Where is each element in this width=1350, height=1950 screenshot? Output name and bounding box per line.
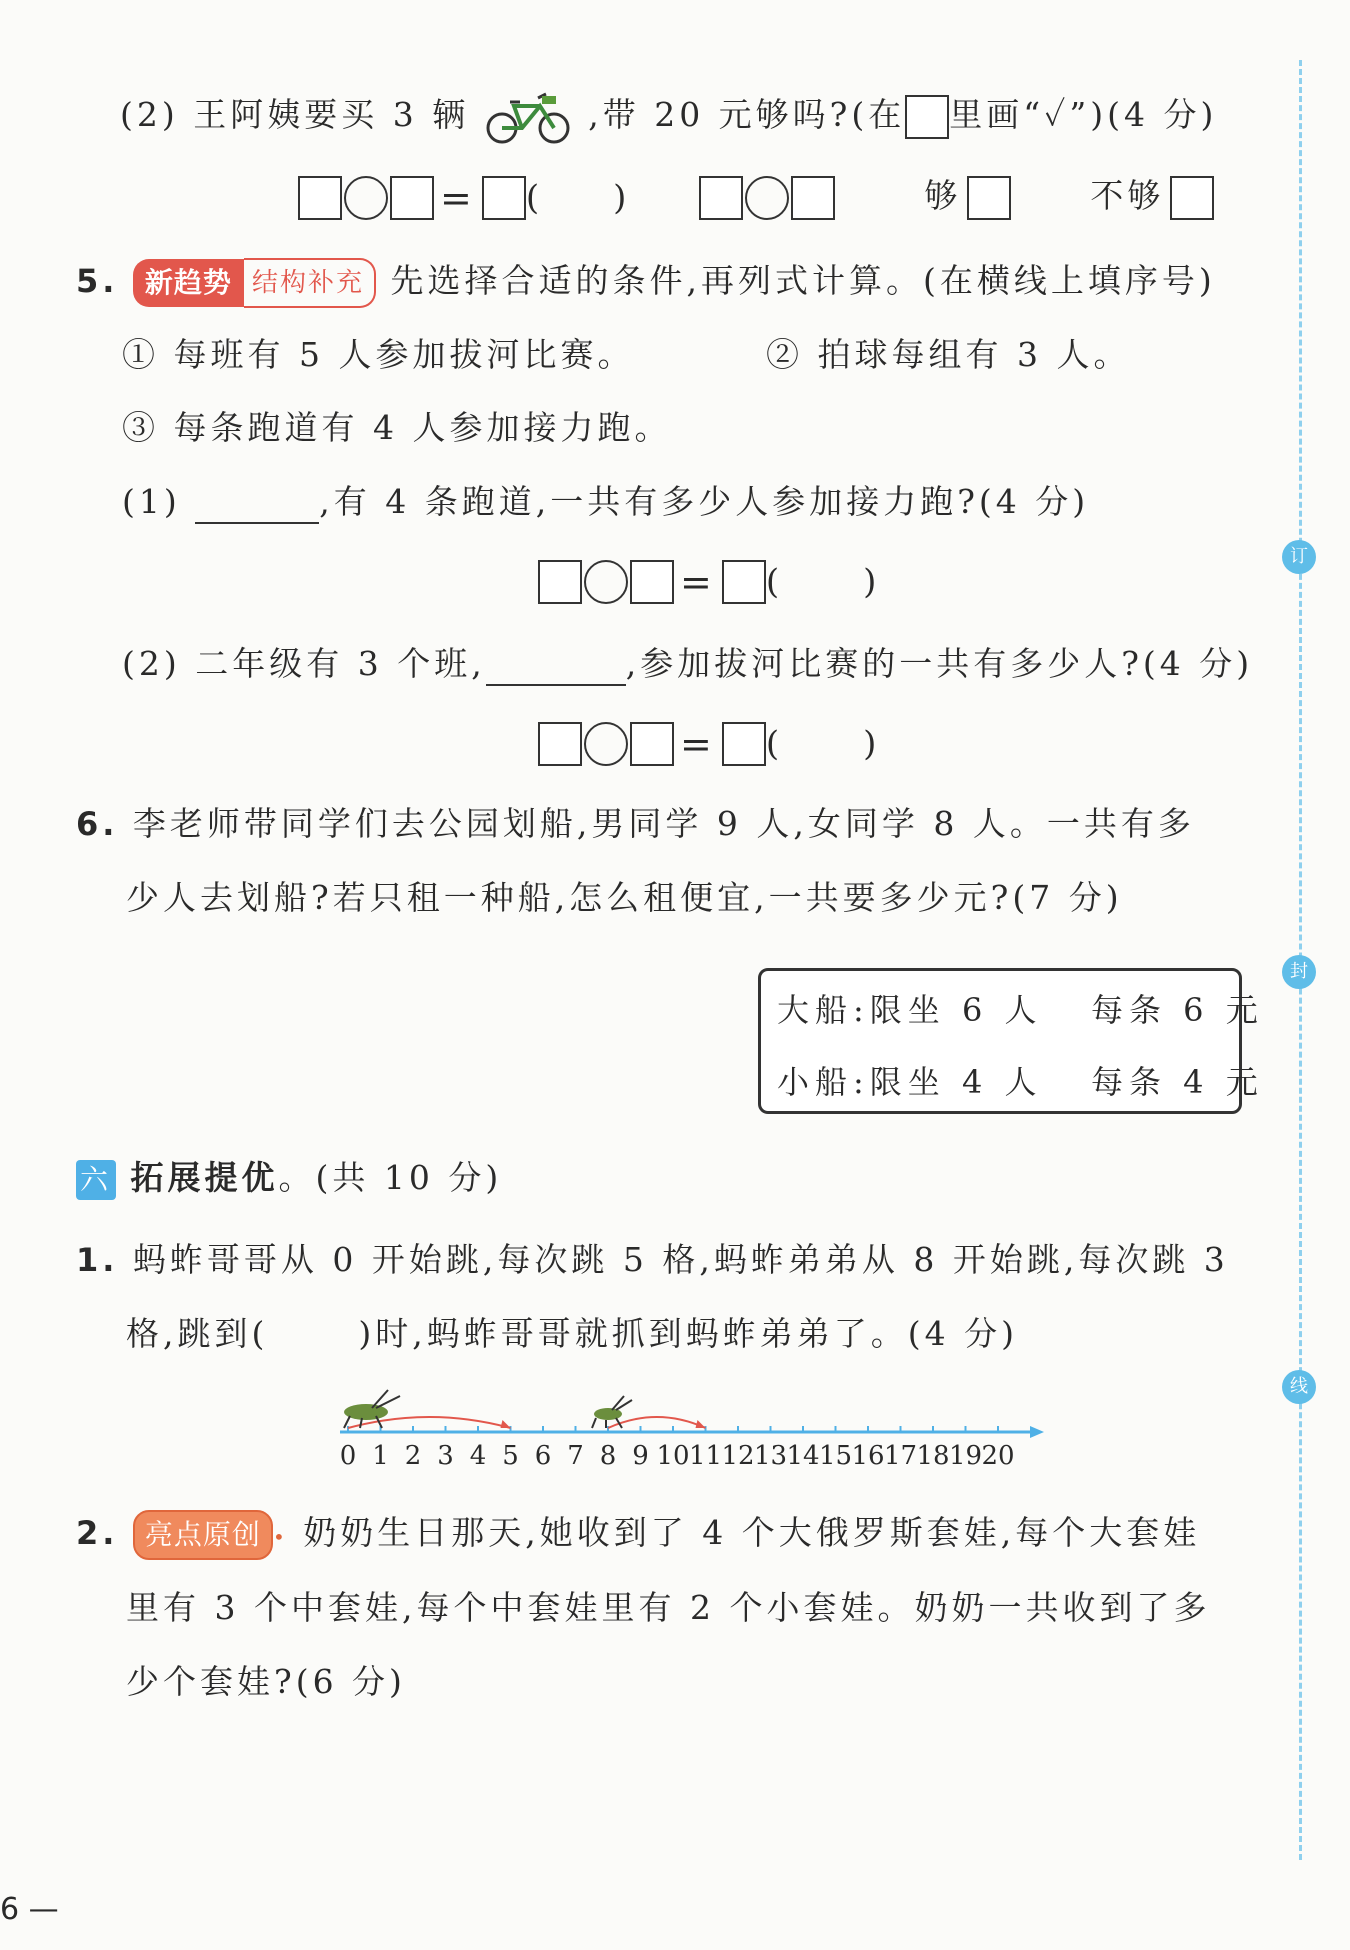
q5-sub1-equation [538,558,880,604]
q5-sub2-equation [538,720,880,766]
original-tag: 亮点原创 [133,1510,273,1560]
q4-2-suffix-a: ,带 20 元够吗?(在 [588,95,906,134]
s6q2-text-1: 奶奶生日那天,她收到了 4 个大俄罗斯套娃,每个大套娃 [303,1513,1201,1552]
unit-paren-close: ) [863,562,881,602]
boat-price-box [758,968,1264,1114]
tick-label: 4 [469,1441,487,1471]
q6-line1 [76,802,1195,846]
binding-badge: 封 [1282,955,1316,989]
sub2-fill-blank[interactable] [486,648,626,686]
s6q1-text-2a: 格,跳到( [126,1314,269,1353]
s6q2-text-2: 里有 3 个中套娃,每个中套娃里有 2 个小套娃。奶奶一共收到了多 [126,1588,1211,1627]
s6q1-line1 [76,1238,1229,1282]
unit-paren-open: ( [765,724,784,764]
q4-2-prefix: (2) 王阿姨要买 3 辆 [120,95,470,134]
sub1-text: ,有 4 条跑道,一共有多少人参加接力跑?(4 分) [319,482,1090,521]
equation-box[interactable] [298,176,342,220]
small-jump-arc [608,1417,706,1428]
s6q1-text-1: 蚂蚱哥哥从 0 开始跳,每次跳 5 格,蚂蚱弟弟从 8 开始跳,每次跳 3 [132,1240,1229,1279]
operator-circle[interactable] [344,176,388,220]
tick-label: 15 [818,1441,853,1471]
check-box-legend [905,95,949,139]
tick-label: 20 [981,1441,1015,1471]
not-enough-checkbox[interactable] [1170,176,1214,220]
tick-label: 10 [656,1441,690,1471]
grasshopper-small-icon [592,1396,632,1428]
tick-label: 17 [883,1441,918,1471]
not-enough-label: 不够 [1090,176,1165,215]
jump-arrowhead [501,1420,511,1428]
section-score: 。(共 10 分) [278,1158,503,1197]
q5-prompt: 先选择合适的条件,再列式计算。(在横线上填序号) [390,261,1216,300]
tick-label: 3 [437,1441,454,1471]
s6q1-line2 [126,1312,1018,1356]
equation-box[interactable] [630,722,674,766]
tick-label: 12 [721,1441,755,1471]
equals-sign: = [440,176,476,220]
tick-label: 6 [534,1441,552,1471]
q5-sub1 [122,480,1089,524]
equation-box[interactable] [538,722,582,766]
tick-label: 2 [404,1441,422,1471]
trend-tag: 新趋势 [133,259,244,307]
unit-paren-open: ( [765,562,784,602]
tick-label: 18 [916,1441,950,1471]
structure-tag: 结构补充 [244,258,376,308]
tick-label: 11 [688,1441,723,1471]
sub1-label: (1) [122,482,181,521]
page-number: 6 — [0,1892,59,1927]
condition-2: ② 拍球每组有 3 人。 [766,335,1131,374]
unit-paren-close: ) [613,178,631,218]
answer-box[interactable] [482,176,526,220]
compare-circle[interactable] [745,176,789,220]
compare-box[interactable] [699,176,743,220]
q5-sub2 [122,642,1253,686]
tick-label: 9 [632,1441,649,1471]
equals-sign: = [680,560,716,604]
question-number: 1. [76,1241,119,1279]
tick-label: 16 [851,1441,885,1471]
sub2-label: (2) 二年级有 3 个班, [122,644,486,683]
equation-box[interactable] [390,176,434,220]
tick-label: 0 [339,1441,357,1471]
enough-label: 够 [924,176,962,215]
question-number: 2. [76,1514,119,1552]
jump-arrowhead [696,1420,706,1428]
q6-text-1: 李老师带同学们去公园划船,男同学 9 人,女同学 8 人。一共有多 [132,804,1195,843]
binding-badge: 线 [1282,1370,1316,1404]
tick-label: 19 [948,1441,983,1471]
s6q2-line1: 2. 亮点原创 • 奶奶生日那天,她收到了 4 个大俄罗斯套娃,每个大套娃 [76,1510,1200,1560]
tick-label: 8 [599,1441,617,1471]
s6q2-text-3: 少个套娃?(6 分) [126,1662,406,1701]
small-boat-info: 小船:限坐 4 人 每条 4 元 [777,1063,1264,1101]
answer-box[interactable] [722,560,766,604]
tick-label: 14 [786,1441,820,1471]
tick-label: 5 [502,1441,519,1471]
tick-label: 13 [753,1441,788,1471]
section-number-icon: 六 [76,1160,116,1200]
question-number: 5. [76,262,119,300]
tick-label: 7 [567,1441,584,1471]
section6-header [76,1156,502,1200]
unit-paren-open: ( [525,178,544,218]
q4-2-line [120,88,1217,146]
enough-checkbox[interactable] [967,176,1011,220]
section-title: 拓展提优 [130,1158,279,1197]
binding-badge: 订 [1282,540,1316,574]
compare-box[interactable] [791,176,835,220]
condition-1: ① 每班有 5 人参加拔河比赛。 [122,335,635,374]
operator-circle[interactable] [584,722,628,766]
q6-text-2: 少人去划船?若只租一种船,怎么租便宜,一共要多少元?(7 分) [126,878,1123,917]
answer-box[interactable] [722,722,766,766]
sub1-fill-blank[interactable] [195,486,319,524]
q4-2-equation-row [298,174,1214,220]
question-number: 6. [76,805,119,843]
q5-header [76,258,1216,308]
operator-circle[interactable] [584,560,628,604]
equals-sign: = [680,722,716,766]
equation-box[interactable] [538,560,582,604]
condition-3: ③ 每条跑道有 4 人参加接力跑。 [122,408,672,447]
number-line [330,1380,1050,1480]
equation-box[interactable] [630,560,674,604]
q4-2-suffix-b: 里画“✓”)(4 分) [949,95,1218,134]
big-boat-info: 大船:限坐 6 人 每条 6 元 [777,991,1264,1029]
sub2-text: ,参加拔河比赛的一共有多少人?(4 分) [625,644,1254,683]
unit-paren-close: ) [863,724,881,764]
s6q1-text-2b: )时,蚂蚱哥哥就抓到蚂蚱弟弟了。(4 分) [358,1314,1018,1353]
tick-label: 1 [372,1441,389,1471]
bicycle-icon [484,88,574,146]
